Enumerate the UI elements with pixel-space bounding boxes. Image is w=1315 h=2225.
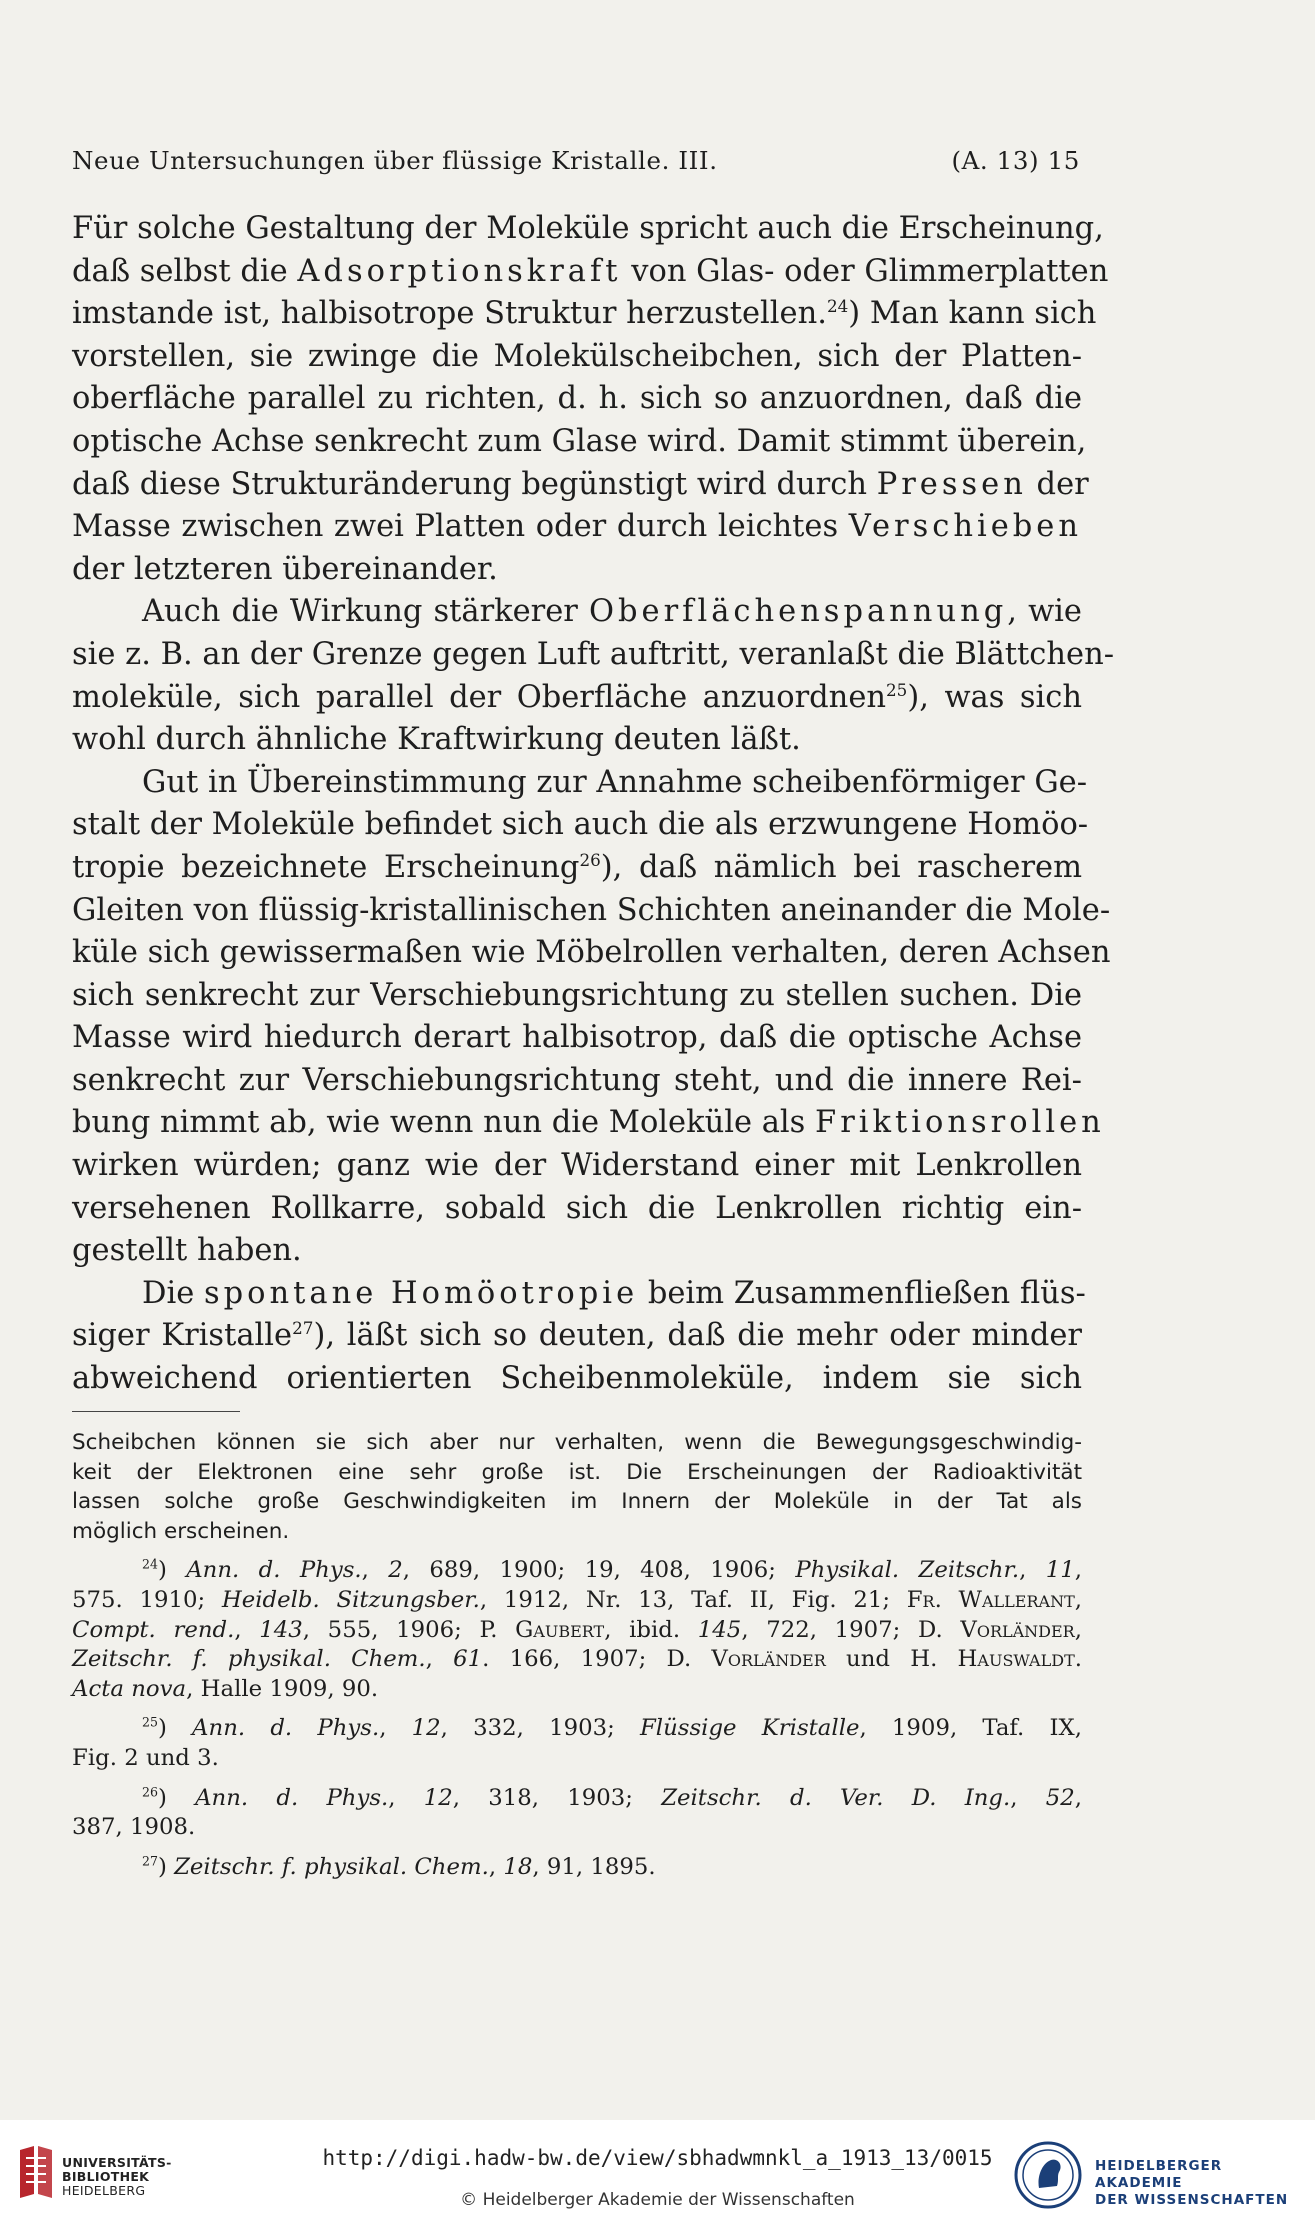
footnote-24: $^{24}$) Ann. d. Phys., 2, 689, 1900; 19, 408, 1906; Physikal. Zeitschr., 11, [142,1556,1082,1584]
academy-name: HEIDELBERGER AKADEMIE DER WISSENSCHAFTEN [1095,2158,1289,2208]
text-line: sie z. B. an der Grenze gegen Luft auftritt, veranlaßt die Blättchen- [72,636,1115,672]
footnote-line: Zeitschr. f. physikal. Chem., 61. 166, 1907; D. Vorländer und H. Hauswaldt. [72,1646,1082,1673]
library-name: UNIVERSITÄTS- BIBLIOTHEK HEIDELBERG [62,2155,172,2198]
footnote-line: lassen solche große Geschwindigkeiten im Innern der Moleküle in der Tat als [72,1489,1082,1515]
text-line: daß diese Strukturänderung begünstigt wird durch Pressen der [72,466,1089,502]
text-line: Gleiten von flüssig-kristallinischen Schichten aneinander die Mole- [72,892,1111,928]
footnote-line: keit der Elektronen eine sehr große ist. Die Erscheinungen der Radioaktivität [72,1459,1082,1485]
text-line: abweichend orientierten Scheibenmoleküle, indem sie sich [72,1361,1082,1397]
text-line: der letzteren übereinander. [72,551,498,587]
text-line: sich senkrecht zur Verschiebungsrichtung zu stellen suchen. Die [72,977,1082,1013]
section-number: (A. 13) [951,146,1040,175]
running-title: Neue Untersuchungen über flüssige Kristalle. III. [72,146,718,175]
text-line: Masse wird hiedurch derart halbisotrop, daß die optische Achse [72,1020,1082,1056]
footnote-line: möglich erscheinen. [72,1518,290,1544]
text-line: Die spontane Homöotropie beim Zusammenfließen flüs- [142,1275,1086,1311]
footnote-27: $^{27}$) Zeitschr. f. physikal. Chem., 18, 91, 1895. [142,1853,656,1880]
footnote-line: Compt. rend., 143, 555, 1906; P. Gaubert, ibid. 145, 722, 1907; D. Vorländer, [72,1616,1082,1643]
permalink-url[interactable]: http://digi.hadw-bw.de/view/sbhadwmnkl_a_1913_13/0015 [322,2146,993,2170]
text-line: Masse zwischen zwei Platten oder durch leichtes Verschieben [72,509,1082,545]
text-line: imstande ist, halbisotrope Struktur herzustellen.$^{24}$) Man kann sich [72,296,1097,332]
text-line: küle sich gewissermaßen wie Möbelrollen verhalten, deren Achsen [72,935,1111,971]
text-line: stalt der Moleküle befindet sich auch die als erzwungene Homöo- [72,807,1089,843]
page-number: 15 [1047,146,1080,175]
body-text [72,208,1115,1401]
footnote-line: 575. 1910; Heidelb. Sitzungsber., 1912, Nr. 13, Taf. II, Fig. 21; Fr. Wallerant, [72,1586,1082,1613]
text-line: wohl durch ähnliche Kraftwirkung deuten läßt. [72,722,801,758]
text-line: moleküle, sich parallel der Oberfläche anzuordnen$^{25}$), was sich [72,679,1082,715]
text-line: Auch die Wirkung stärkerer Oberflächenspannung, wie [142,594,1082,630]
footnote-line: 387, 1908. [72,1814,196,1841]
digitization-footer [0,2120,1315,2225]
footnote-rule [72,1411,240,1412]
text-line: Für solche Gestaltung der Moleküle spricht auch die Erscheinung, [72,211,1104,246]
footnote-25: $^{25}$) Ann. d. Phys., 12, 332, 1903; Flüssige Kristalle, 1909, Taf. IX, [142,1714,1082,1742]
text-line: senkrecht zur Verschiebungsrichtung steht, und die innere Rei- [72,1062,1082,1098]
text-line: Gut in Übereinstimmung zur Annahme scheibenförmiger Ge- [142,764,1088,800]
text-line: bung nimmt ab, wie wenn nun die Moleküle als Friktionsrollen [72,1105,1105,1141]
text-line: optische Achse senkrecht zum Glase wird. Damit stimmt überein, [72,423,1087,459]
text-line: versehenen Rollkarre, sobald sich die Lenkrollen richtig ein- [72,1190,1082,1226]
text-line: tropie bezeichnete Erscheinung$^{26}$), daß nämlich bei rascherem [72,849,1082,885]
text-line: siger Kristalle$^{27}$), läßt sich so deuten, daß die mehr oder minder [72,1318,1082,1354]
running-head [72,146,1080,175]
text-line: daß selbst die Adsorptionskraft von Glas- oder Glimmerplatten [72,253,1109,289]
footnote-26: $^{26}$) Ann. d. Phys., 12, 318, 1903; Zeitschr. d. Ver. D. Ing., 52, [142,1783,1082,1811]
text-line: wirken würden; ganz wie der Widerstand einer mit Lenkrollen [72,1148,1082,1184]
footnotes [72,1428,1082,1882]
footnote-line: Scheibchen können sie sich aber nur verhalten, wenn die Bewegungsgeschwindig- [72,1430,1082,1455]
text-line: vorstellen, sie zwinge die Molekülscheibchen, sich der Platten- [72,338,1082,374]
copyright-notice: © Heidelberger Akademie der Wissenschaften [460,2190,855,2210]
text-line: oberfläche parallel zu richten, d. h. sich so anzuordnen, daß die [72,381,1082,417]
section-and-page [951,146,1080,175]
text-line: gestellt haben. [72,1233,302,1269]
footnote-line: Acta nova, Halle 1909, 90. [72,1675,379,1702]
footnote-line: Fig. 2 und 3. [72,1744,219,1771]
